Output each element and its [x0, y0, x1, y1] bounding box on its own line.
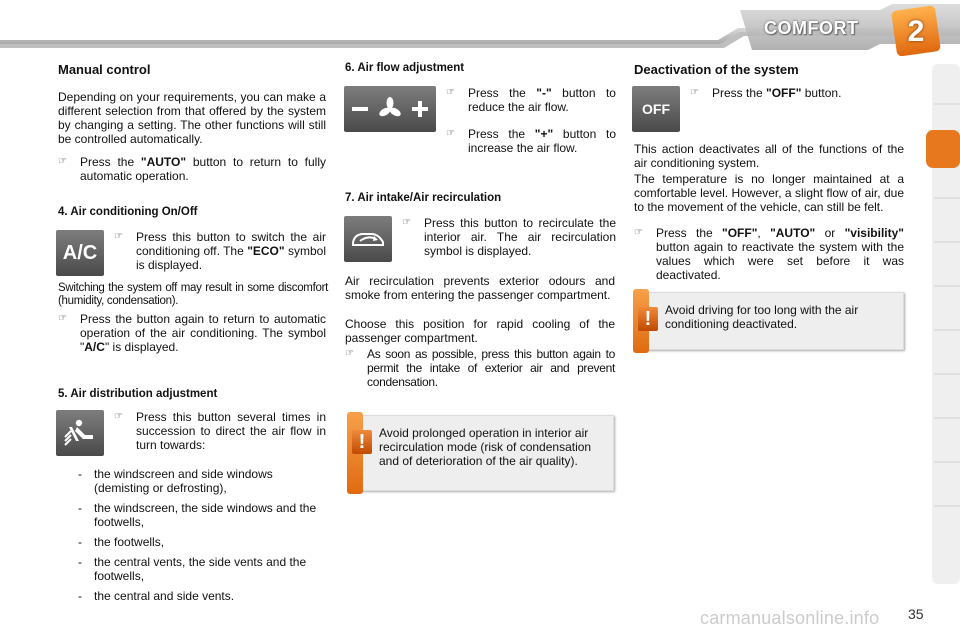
recirculation-heading: 7. Air intake/Air recirculation [345, 192, 502, 204]
ac-bullet-2: ☞ Press the button again to return to automatic operation of the air conditioning. The symbol "A/C" is displayed. [58, 312, 326, 354]
recirculation-paragraph-1: Air recirculation prevents exterior odours and smoke from entering the passenger compartment. [345, 274, 615, 302]
air-distribution-icon [56, 410, 104, 456]
warning-text: Avoid prolonged operation in interior air recirculation mode (risk of condensation and of deterioration of the air quality). [379, 426, 592, 468]
flow-heading: 6. Air flow adjustment [345, 62, 465, 74]
deactivation-heading: Deactivation of the system [634, 62, 799, 77]
manual-control-intro: Depending on your requirements, you can make a different selection from that offered by the system by changing a setting. The other functions will still be controlled automatically. [58, 90, 326, 146]
chapter-title: COMFORT [764, 18, 859, 38]
deactivation-paragraph-1: This action deactivates all of the functions of the air conditioning system. [634, 142, 904, 170]
finger-pointer-icon: ☞ [114, 411, 123, 422]
finger-pointer-icon: ☞ [446, 128, 455, 139]
active-chapter-tab [926, 130, 960, 168]
distribution-list [58, 467, 326, 609]
off-bullet: ☞ Press the "OFF" button. [690, 86, 842, 100]
finger-pointer-icon: ☞ [446, 87, 455, 98]
warning-text: Avoid driving for too long with the air conditioning deactivated. [665, 303, 859, 331]
flow-plus-bullet: ☞ Press the "+" button to increase the air flow. [446, 127, 616, 155]
list-item: - the windscreen and side windows (demisting or defrosting), [58, 467, 326, 495]
distribution-heading: 5. Air distribution adjustment [58, 388, 218, 400]
list-item: - the central and side vents. [58, 589, 326, 603]
recirculation-paragraph-2: Choose this position for rapid cooling of the passenger compartment. [345, 317, 615, 345]
manual-control-heading: Manual control [58, 62, 151, 77]
ac-button-icon: A/C [56, 230, 104, 276]
ac-note: Switching the system off may result in some discomfort (humidity, condensation). [58, 282, 328, 307]
warning-exclamation-icon: ! [352, 430, 372, 454]
fan-speed-icon [344, 86, 436, 132]
deactivation-warning [636, 292, 904, 350]
finger-pointer-icon: ☞ [58, 156, 67, 167]
finger-pointer-icon: ☞ [58, 313, 67, 324]
recirculation-warning [350, 415, 614, 491]
finger-pointer-icon: ☞ [634, 227, 643, 238]
finger-pointer-icon: ☞ [114, 231, 123, 242]
flow-minus-bullet: ☞ Press the "-" button to reduce the air flow. [446, 86, 616, 114]
reactivate-bullet: ☞ Press the "OFF", "AUTO" or "visibility" button again to reactivate the system with the values which were set before it was deactivated. [634, 226, 904, 282]
chapter-side-tabs [926, 64, 960, 584]
distribution-bullet: ☞ Press this button several times in succession to direct the air flow in turn towards: [114, 410, 326, 452]
chapter-number: 2 [907, 15, 925, 48]
deactivation-paragraph-2: The temperature is no longer maintained at a comfortable level. However, a slight flow of air, due to the movement of the vehicle, can still be felt. [634, 172, 904, 214]
list-item: - the footwells, [58, 535, 326, 549]
page-number: 35 [908, 606, 924, 622]
auto-bullet: ☞ Press the "AUTO" button to return to fully automatic operation. [58, 155, 326, 183]
recirculation-bullet-2: ☞ As soon as possible, press this button again to permit the intake of exterior air and prevent condensation. [345, 347, 615, 389]
finger-pointer-icon: ☞ [345, 348, 354, 359]
finger-pointer-icon: ☞ [690, 87, 699, 98]
ac-heading: 4. Air conditioning On/Off [58, 206, 198, 218]
recirculation-bullet: ☞ Press this button to recirculate the interior air. The air recirculation symbol is displayed. [402, 216, 616, 258]
finger-pointer-icon: ☞ [402, 217, 411, 228]
list-item: - the central vents, the side vents and the footwells, [58, 555, 326, 583]
watermark: carmanualsonline.info [700, 608, 880, 628]
recirculation-icon [344, 216, 392, 262]
off-button-icon: OFF [632, 86, 680, 132]
list-item: - the windscreen, the side windows and the footwells, [58, 501, 326, 529]
ac-bullet: ☞ Press this button to switch the air conditioning off. The "ECO" symbol is displayed. [114, 230, 326, 272]
warning-exclamation-icon: ! [638, 307, 658, 331]
